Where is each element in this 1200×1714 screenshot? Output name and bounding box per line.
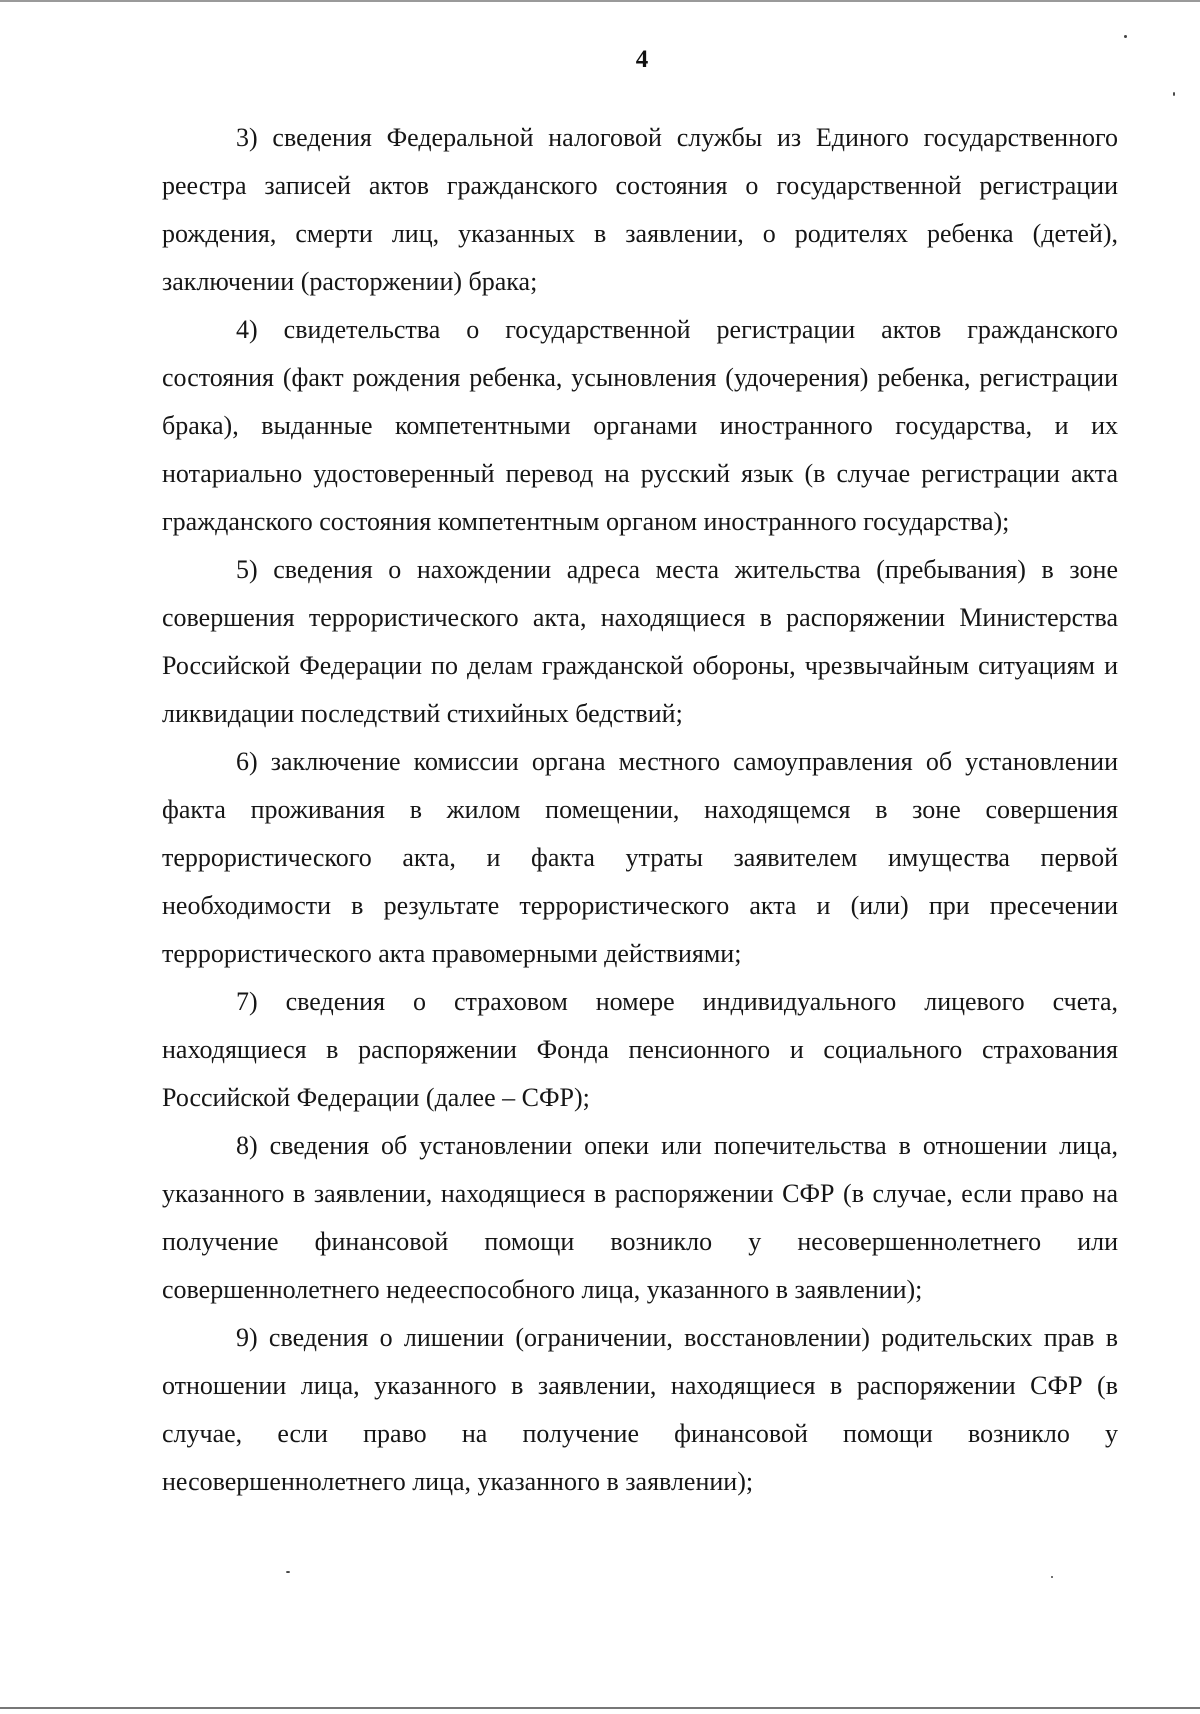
list-item-7: 7) сведения о страховом номере индивидуального лицевого счета, находящиеся в распоряжении Фонда пенсионного и социального страхования Российской Федерации (далее – СФР);: [162, 987, 1118, 1112]
page-number: 4: [635, 46, 649, 73]
list-item-9: 9) сведения о лишении (ограничении, восстановлении) родительских прав в отношении лица, указанного в заявлении, находящиеся в распоряжении СФР (в случае, если право на получение финансовой помощи возникло у несовершеннолетнего лица, указанного в заявлении);: [162, 1323, 1118, 1496]
scan-speck: [1124, 35, 1127, 38]
list-item-3: 3) сведения Федеральной налоговой службы из Единого государственного реестра записей актов гражданского состояния о государственной регистрации рождения, смерти лиц, указанных в заявлении, о родителях ребенка (детей), заключении (расторжении) брака;: [162, 123, 1118, 296]
bottom-scan-edge: [0, 1707, 1200, 1709]
scan-speck: [1051, 1576, 1053, 1578]
list-item-5: 5) сведения о нахождении адреса места жительства (пребывания) в зоне совершения террористического акта, находящиеся в распоряжении Министерства Российской Федерации по делам гражданской обороны, чрезвычайным ситуациям и ликвидации последствий стихийных бедствий;: [162, 555, 1118, 728]
list-item-8: 8) сведения об установлении опеки или попечительства в отношении лица, указанного в заявлении, находящиеся в распоряжении СФР (в случае, если право на получение финансовой помощи возникло у несовершеннолетнего или совершеннолетнего недееспособного лица, указанного в заявлении);: [162, 1131, 1118, 1304]
list-item-6: 6) заключение комиссии органа местного самоуправления об установлении факта проживания в жилом помещении, находящемся в зоне совершения террористического акта, и факта утраты заявителем имущества первой необходимости в результате террористического акта и (или) при пресечении террористического акта правомерными действиями;: [162, 747, 1118, 968]
document-body: [162, 114, 1118, 1506]
list-item-4: 4) свидетельства о государственной регистрации актов гражданского состояния (факт рождения ребенка, усыновления (удочерения) ребенка, регистрации брака), выданные компетентными органами иностранного государства, и их нотариально удостоверенный перевод на русский язык (в случае регистрации акта гражданского состояния компетентным органом иностранного государства);: [162, 315, 1118, 536]
top-scan-edge: [0, 0, 1200, 2]
scan-speck: [286, 1571, 290, 1573]
scan-speck: [1173, 92, 1175, 96]
